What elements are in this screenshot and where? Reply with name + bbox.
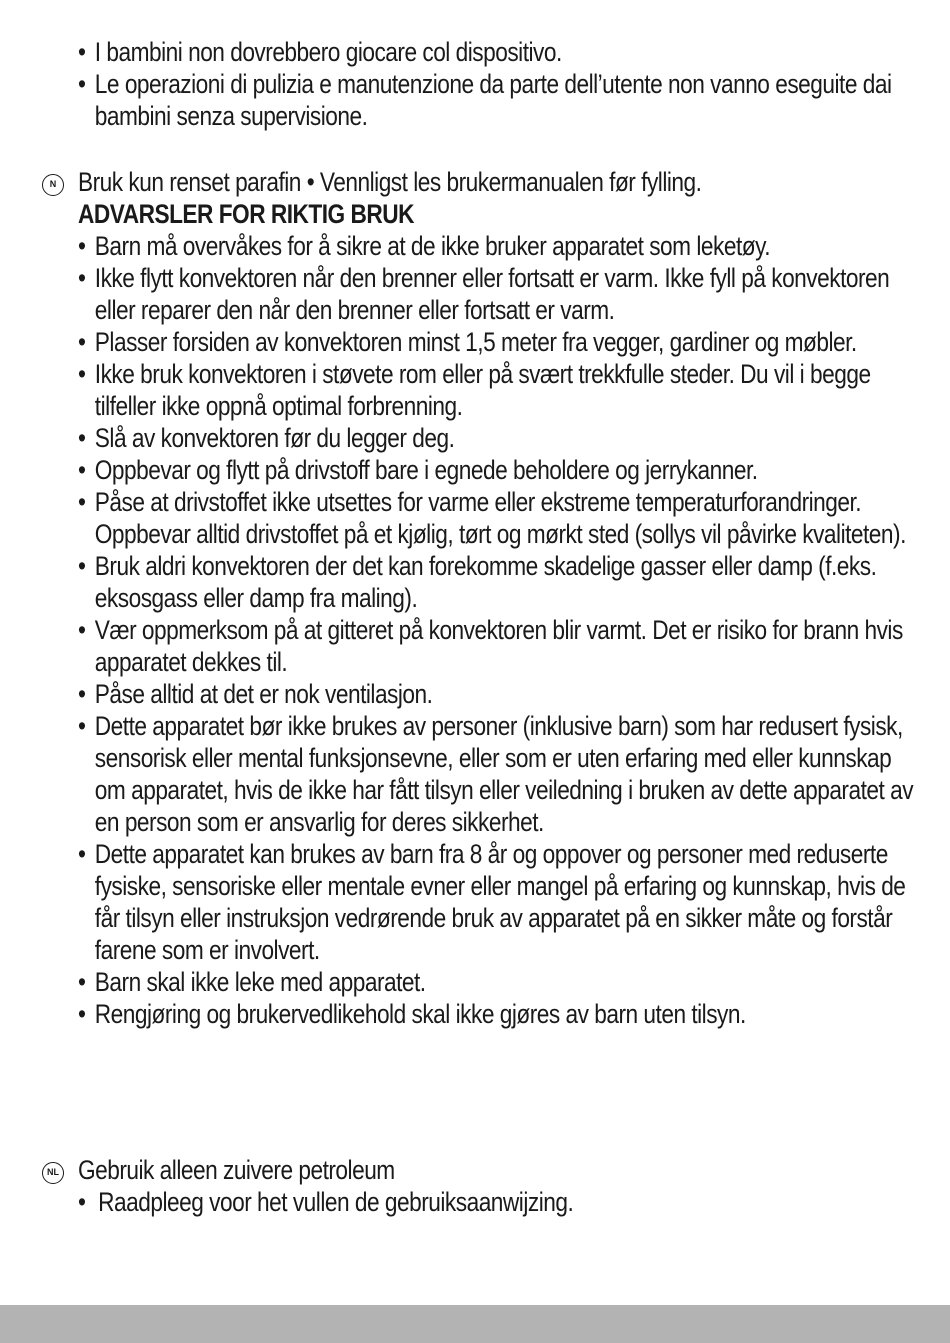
list-item: • Plasser forsiden av konvektoren minst 1,5 meter fra vegger, gardiner og møbler. xyxy=(78,326,918,358)
dutch-language-badge: NL xyxy=(42,1162,64,1184)
norwegian-text xyxy=(78,166,918,1030)
list-item: • Rengjøring og brukervedlikehold skal ikke gjøres av barn uten tilsyn. xyxy=(78,998,918,1030)
italian-section xyxy=(78,36,950,132)
list-item: • I bambini non dovrebbero giocare col dispositivo. xyxy=(78,36,918,68)
italian-text xyxy=(78,36,918,132)
norwegian-heading: ADVARSLER FOR RIKTIG BRUK xyxy=(78,199,414,229)
list-item: • Raadpleeg voor het vullen de gebruiksaanwijzing. xyxy=(78,1186,918,1218)
list-item: • Barn skal ikke leke med apparatet. xyxy=(78,966,918,998)
dutch-section xyxy=(78,1154,950,1218)
list-item: • Oppbevar og flytt på drivstoff bare i egnede beholdere og jerrykanner. xyxy=(78,454,918,486)
norwegian-language-badge: N xyxy=(42,174,64,196)
list-item: • Dette apparatet kan brukes av barn fra 8 år og oppover og personer med reduserte fysiske, sensoriske eller mentale evner eller mangel på erfaring og kunnskap, hvis de får tilsyn eller instruksjon vedrørende bruk av apparatet på en sikker måte og forstår farene som er involvert. xyxy=(78,838,918,966)
list-item: • Vær oppmerksom på at gitteret på konvektoren blir varmt. Det er risiko for brann hvis apparatet dekkes til. xyxy=(78,614,918,678)
dutch-text xyxy=(78,1154,918,1218)
list-item: • Dette apparatet bør ikke brukes av personer (inklusive barn) som har redusert fysisk, sensorisk eller mental funksjonsevne, eller som er uten erfaring med eller kunnskap om apparatet, hvis de ikke har fått tilsyn eller veiledning i bruken av dette apparatet av en person som er ansvarlig for deres sikkerhet. xyxy=(78,710,918,838)
norwegian-intro: Bruk kun renset parafin • Vennligst les brukermanualen før fylling. xyxy=(78,167,702,197)
list-item: • Barn må overvåkes for å sikre at de ikke bruker apparatet som leketøy. xyxy=(78,230,918,262)
list-item: • Påse alltid at det er nok ventilasjon. xyxy=(78,678,918,710)
norwegian-section xyxy=(78,166,950,1030)
italian-list xyxy=(78,36,918,132)
list-item: • Le operazioni di pulizia e manutenzione da parte dell’utente non vanno eseguite dai bambini senza supervisione. xyxy=(78,68,918,132)
list-item: • Ikke bruk konvektoren i støvete rom eller på svært trekkfulle steder. Du vil i begge tilfeller ikke oppnå optimal forbrenning. xyxy=(78,358,918,422)
list-item: • Påse at drivstoffet ikke utsettes for varme eller ekstreme temperaturforandringer. Oppbevar alltid drivstoffet på et kjølig, tørt og mørkt sted (sollys vil påvirke kvaliteten). xyxy=(78,486,918,550)
norwegian-list xyxy=(78,230,918,1030)
list-item: • Bruk aldri konvektoren der det kan forekomme skadelige gasser eller damp (f.eks. eksosgass eller damp fra maling). xyxy=(78,550,918,614)
list-item: • Ikke flytt konvektoren når den brenner eller fortsatt er varm. Ikke fyll på konvektoren eller reparer den når den brenner eller fortsatt er varm. xyxy=(78,262,918,326)
list-item: • Slå av konvektoren før du legger deg. xyxy=(78,422,918,454)
dutch-list xyxy=(78,1186,918,1218)
dutch-intro: Gebruik alleen zuivere petroleum xyxy=(78,1155,395,1185)
footer-bar xyxy=(0,1305,950,1343)
